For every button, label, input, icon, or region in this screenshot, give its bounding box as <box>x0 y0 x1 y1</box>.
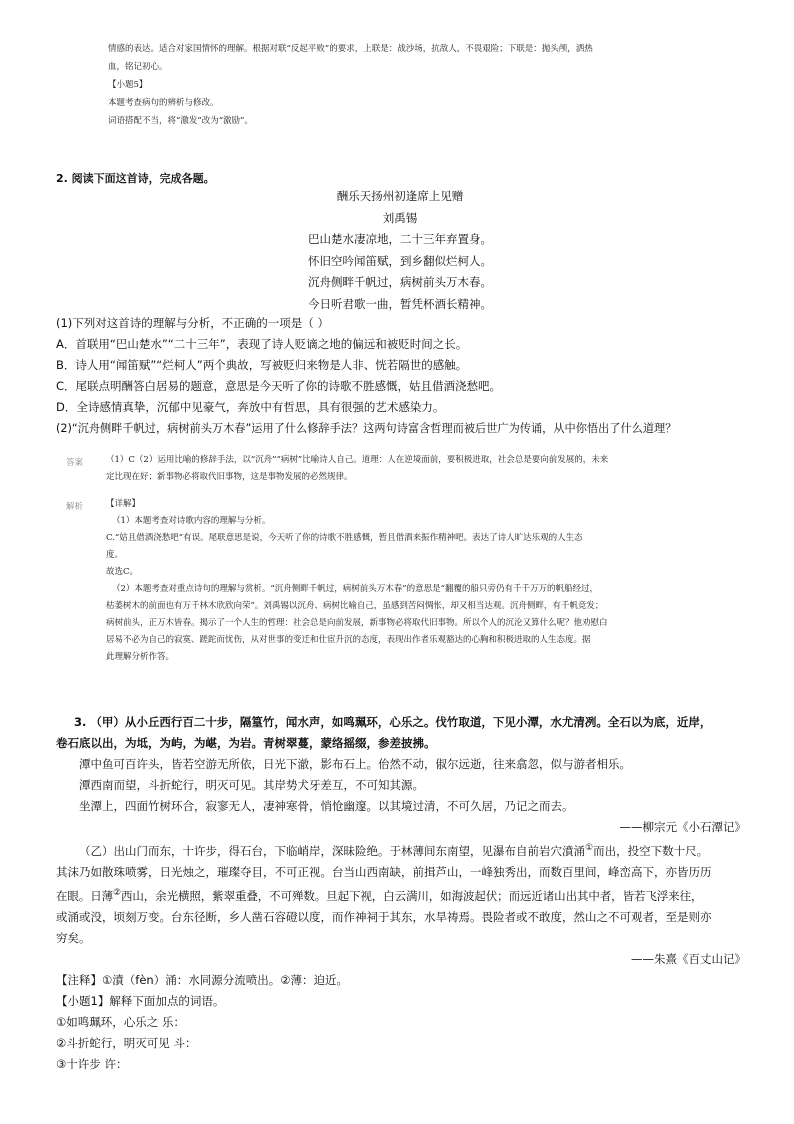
analysis-line: （2）本题考查对重点诗句的理解与赏析。“沉舟侧畔千帆过，病树前头万木春”的意思是“翻覆的船只旁仍有千千万万的帆船经过， <box>112 584 598 594</box>
option-b: B．诗人用“闻笛赋”“烂柯人”两个典故，写被贬归来物是人非、恍若隔世的感触。 <box>56 358 468 372</box>
option-d: D．全诗感情真挚，沉郁中见豪气，奔放中有哲思，具有很强的艺术感染力。 <box>56 400 445 414</box>
passage-yi-line: 穷矣。 <box>56 930 91 945</box>
poem-author: 刘禹锡 <box>382 210 418 225</box>
source-citation: ——朱熹《百丈山记》 <box>631 951 746 966</box>
poem-line: 怀旧空吟闻笛赋，到乡翻似烂柯人。 <box>308 253 492 268</box>
answer-text: 词语搭配不当，将“激发”改为“激励”。 <box>108 116 253 126</box>
subquestion-1: 【小题1】解释下面加点的词语。 <box>56 993 225 1008</box>
passage-yi-text: （乙）出山门而东，十许步，得石台，下临峭岸，深昧险绝。于林薄间东南望，见瀑布自前岩穴濆涌 <box>79 843 585 858</box>
analysis-line: 故选C。 <box>106 567 139 577</box>
passage-jia-line: 3. （甲）从小丘西行百二十步，隔篁竹，闻水声，如鸣珮环，心乐之。伐竹取道，下见小潭，水尤清冽。全石以为底，近岸， <box>74 715 712 729</box>
passage-jia-line: 坐潭上，四面竹树环合，寂寥无人，凄神寒骨，悄怆幽邃。以其境过清，不可久居，乃记之而去。 <box>79 799 574 813</box>
vocab-item: ②斗折蛇行，明灭可见 斗： <box>56 1035 197 1050</box>
passage-yi-line: 其沫乃如散珠喷雾，日光烛之，璀璨夺目，不可正视。台当山西南缺，前揖芦山，一峰独秀出，而数百里间，峰峦高下，亦皆历历 <box>56 864 712 879</box>
answer-label: 答案 <box>66 458 84 468</box>
passage-yi-text: 而出，投空下数十尺。 <box>593 843 709 858</box>
source-citation: ——柳宗元《小石潭记》 <box>619 820 746 834</box>
passage-yi-line <box>56 838 746 862</box>
poem-line: 沉舟侧畔千帆过，病树前头万木春。 <box>308 275 492 289</box>
question-3 <box>56 712 746 1075</box>
footnote-mark: ② <box>113 887 121 898</box>
analysis-label: 解析 <box>66 502 84 512</box>
option-a: A．首联用“巴山楚水”“二十三年”，表现了诗人贬谪之地的偏远和被贬时间之长。 <box>56 337 468 351</box>
passage-jia-line: 潭西南而望，斗折蛇行，明灭可见。其岸势犬牙差互，不可知其源。 <box>79 778 424 792</box>
subquestion-1: (1)下列对这首诗的理解与分析，不正确的一项是（ ） <box>56 316 329 330</box>
footnote: 【注释】①濆（fèn）涌：水同源分流喷出。②薄：迫近。 <box>56 972 349 987</box>
analysis-line: 枯萎树木的前面也有万千林木欣欣向荣”。刘禹锡以沉舟、病树比喻自己，虽感到苦闷惆怅，却又相当达观。沉舟侧畔，有千帆竞发； <box>106 601 604 611</box>
answer-text: 情感的表达。适合对家国情怀的理解。根据对联“反起平败”的要求，上联是：战沙场，抗敌人，不畏艰险；下联是：抛头颅，洒热 <box>108 44 593 54</box>
analysis-line: 【详解】 <box>106 499 141 509</box>
analysis-line: 度。 <box>106 550 124 560</box>
analysis-line: 病树前头，正万木皆春。揭示了一个人生的哲理：社会总是向前发展，新事物必将取代旧事物。所以个人的沉沦又算什么呢？他劝慰白 <box>106 618 608 628</box>
poem-line: 巴山楚水凄凉地，二十三年弃置身。 <box>308 232 492 246</box>
passage-yi-text: 在眼。日薄 <box>56 888 113 903</box>
analysis-line: 居易不必为自己的寂寞、蹉跎而忧伤，从对世事的变迁和仕宦升沉的态度，表现出作者乐观豁达的心胸和积极进取的人生态度。据 <box>106 635 591 645</box>
question-2-title: 2. 阅读下面这首诗，完成各题。 <box>56 172 215 185</box>
question-2-body <box>56 313 756 439</box>
passage-yi-text: 西山，余光横照，紫翠重叠，不可殚数。旦起下视，白云满川，如海波起伏；而远近诸山出其中者，皆若飞浮来往， <box>120 888 703 903</box>
analysis-line: （1）本题考查对诗歌内容的理解与分析。 <box>112 516 271 526</box>
vocab-item: ①如鸣珮环，心乐之 乐： <box>56 1014 185 1029</box>
analysis-line: C.“姑且借酒浇愁吧”有误。尾联意思是说，今天听了你的诗歌不胜感慨，暂且借酒来振作精神吧。表达了诗人旷达乐观的人生态 <box>106 533 583 543</box>
answer-block <box>106 452 746 486</box>
vocab-item: ③十许步 许： <box>56 1056 128 1071</box>
passage-jia-line: 卷石底以出，为坻，为屿，为嵁，为岩。青树翠蔓，蒙络摇缀，参差披拂。 <box>56 736 436 750</box>
subquestion-2: (2)“沉舟侧畔千帆过，病树前头万木春”运用了什么修辞手法？这两句诗富含哲理而被后世广为传诵，从中你悟出了什么道理？ <box>56 422 677 435</box>
passage-yi-line: 或涌或没，顷刻万变。台东径断，乡人凿石容磴以度，而作神祠于其东，水旱祷焉。畏险者或不敢度，然山之不可观者，至是则亦 <box>56 909 712 924</box>
analysis-line: 此理解分析作答。 <box>106 652 175 662</box>
previous-answer-block <box>108 40 748 130</box>
passage-yi-line <box>56 883 746 907</box>
answer-line: 定比现在好；新事物必将取代旧事物，这是事物发展的必然规律。 <box>106 472 353 482</box>
answer-line: （1）C（2）运用比喻的修辞手法，以“沉舟”“病树”比喻诗人自己。道理：人在逆境面前，要积极进取，社会总是要向前发展的，未来 <box>106 455 609 465</box>
answer-text: 本题考查病句的辨析与修改。 <box>108 98 219 108</box>
footnote-mark: ① <box>585 843 594 853</box>
poem <box>220 186 580 315</box>
passage-jia-line: 潭中鱼可百许头，皆若空游无所依，日光下澈，影布石上。佁然不动，俶尔远逝，往来翕忽，似与游者相乐。 <box>79 757 631 771</box>
subquestion-tag: 【小题5】 <box>108 80 148 90</box>
poem-title: 酬乐天扬州初逢席上见赠 <box>336 189 464 203</box>
answer-text: 血，铭记初心。 <box>108 62 168 72</box>
analysis-block <box>106 496 746 666</box>
option-c: C．尾联点明酬答白居易的题意，意思是今天听了你的诗歌不胜感慨，姑且借酒浇愁吧。 <box>56 379 502 393</box>
poem-line: 今日听君歌一曲，暂凭杯酒长精神。 <box>308 296 492 311</box>
